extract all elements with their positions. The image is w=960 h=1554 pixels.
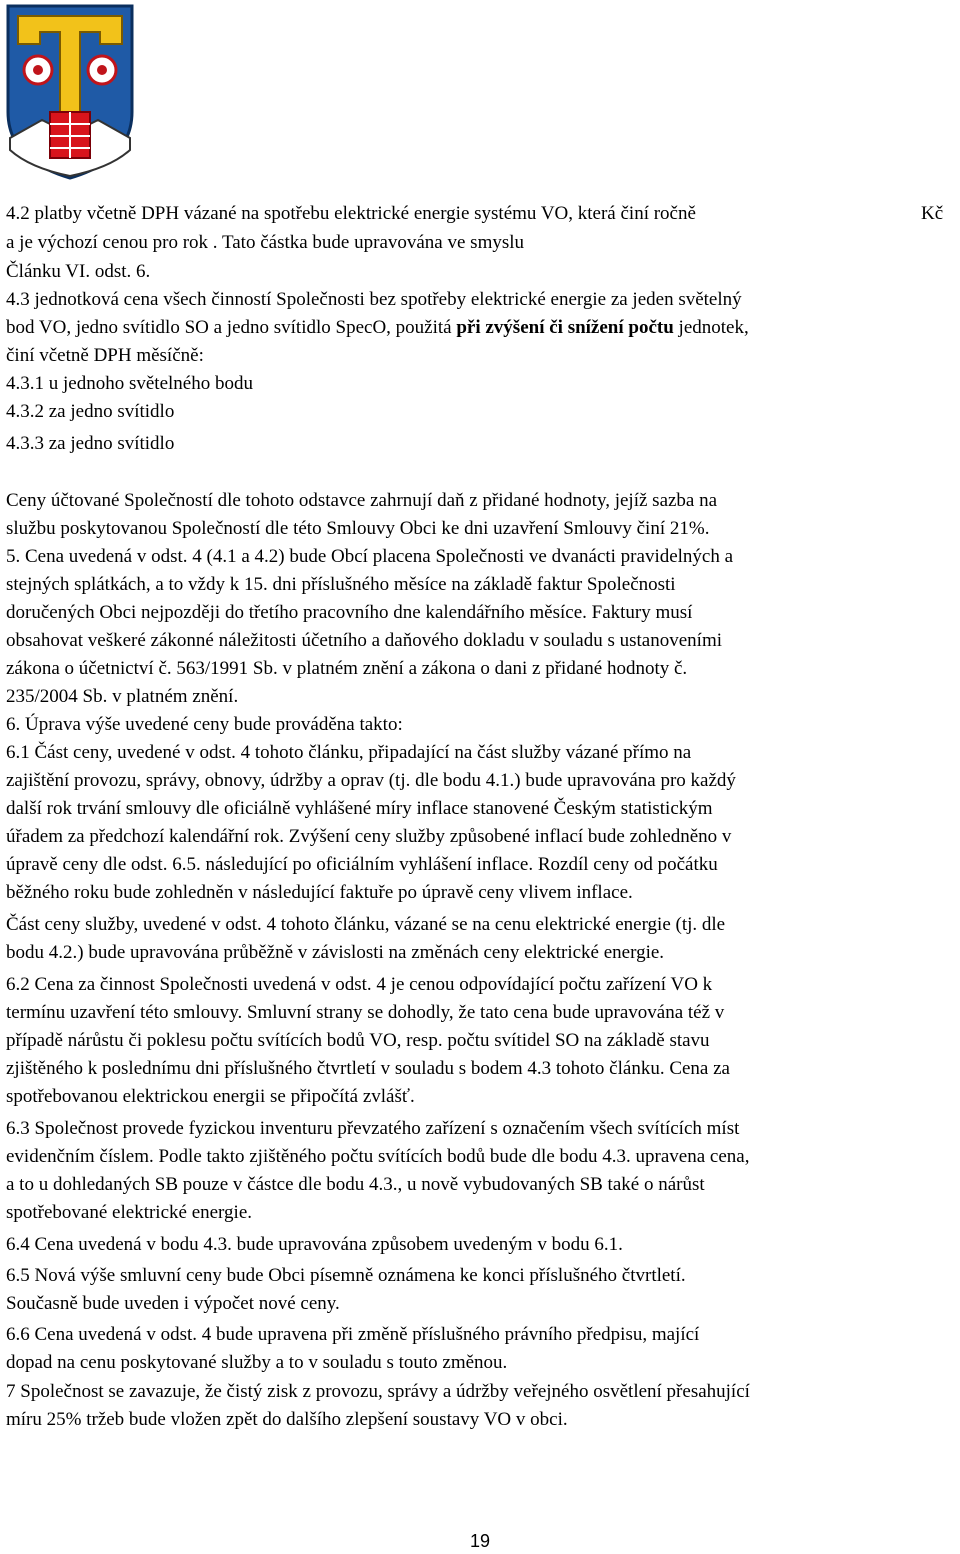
- doc-line: 6.2 Cena za činnost Společnosti uvedená v odst. 4 je cenou odpovídající počtu zařízení VO k: [6, 974, 713, 995]
- doc-line: 5. Cena uvedená v odst. 4 (4.1 a 4.2) bude Obcí placena Společnosti ve dvanácti pravidelných a: [6, 546, 734, 567]
- doc-line: míru 25% tržeb bude vložen zpět do dalšího zlepšení soustavy VO v obci.: [6, 1409, 568, 1430]
- doc-line: 235/2004 Sb. v platném znění.: [6, 686, 239, 707]
- doc-line: zajištění provozu, správy, obnovy, údržby a oprav (tj. dle bodu 4.1.) bude upravována pro každý: [6, 770, 736, 791]
- doc-line: 7 Společnost se zavazuje, že čistý zisk z provozu, správy a údržby veřejného osvětlení přesahující: [6, 1381, 750, 1402]
- doc-line: Současně bude uveden i výpočet nové ceny.: [6, 1293, 340, 1314]
- doc-line: 6.4 Cena uvedená v bodu 4.3. bude upravována způsobem uvedeným v bodu 6.1.: [6, 1234, 623, 1255]
- doc-line: 6.6 Cena uvedená v odst. 4 bude upravena při změně příslušného právního předpisu, mající: [6, 1324, 700, 1345]
- doc-line: další rok trvání smlouvy dle oficiálně vyhlášené míry inflace stanovené Českým statistickým: [6, 798, 713, 819]
- doc-line: 4.3.1 u jednoho světelného bodu: [6, 373, 253, 394]
- doc-line: evidenčním číslem. Podle takto zjištěného počtu svítících bodů bude dle bodu 4.3. upravena cena,: [6, 1146, 750, 1167]
- emphasis-text: při zvýšení či snížení počtu: [456, 317, 674, 338]
- doc-line: a je výchozí cenou pro rok . Tato částka bude upravována ve smyslu: [6, 232, 525, 253]
- doc-line: 4.3.2 za jedno svítidlo: [6, 401, 175, 422]
- doc-line: Ceny účtované Společností dle tohoto odstavce zahrnují daň z přidané hodnoty, jejíž sazba na: [6, 490, 718, 511]
- doc-line: zjištěného k poslednímu dni příslušného čtvrtletí v souladu s bodem 4.3 tohoto článku. Cena za: [6, 1058, 730, 1079]
- doc-line: 4.3.3 za jedno svítidlo: [6, 433, 175, 454]
- doc-line: doručených Obci nejpozději do třetího pracovního dne kalendářního měsíce. Faktury musí: [6, 602, 693, 623]
- municipal-coat-of-arms-icon: [0, 0, 140, 180]
- doc-line: bodu 4.2.) bude upravována průběžně v závislosti na změnách ceny elektrické energie.: [6, 942, 665, 963]
- doc-line: 6.1 Část ceny, uvedené v odst. 4 tohoto článku, připadající na část služby vázané přímo na: [6, 742, 692, 763]
- doc-line: spotřebovanou elektrickou energii se připočítá zvlášť.: [6, 1086, 415, 1107]
- doc-line: úpravě ceny dle odst. 6.5. následující po oficiálním vyhlášení inflace. Rozdíl ceny od počátku: [6, 854, 718, 875]
- doc-line: spotřebované elektrické energie.: [6, 1202, 253, 1223]
- doc-line: 6.3 Společnost provede fyzickou inventuru převzatého zařízení s označením všech svítících míst: [6, 1118, 740, 1139]
- doc-line: službu poskytovanou Společností dle této Smlouvy Obci ke dni uzavření Smlouvy činí 21%.: [6, 518, 710, 539]
- doc-line: obsahovat veškeré zákonné náležitosti účetního a daňového dokladu v souladu s ustanoveními: [6, 630, 723, 651]
- doc-line: 4.2 platby včetně DPH vázané na spotřebu elektrické energie systému VO, která činí ročně: [6, 203, 696, 224]
- currency-label: Kč: [921, 203, 944, 224]
- doc-line: bod VO, jedno svítidlo SO a jedno svítidlo SpecO, použitá při zvýšení či snížení počtu jednotek,: [6, 317, 749, 338]
- doc-line: dopad na cenu poskytované služby a to v souladu s touto změnou.: [6, 1352, 508, 1373]
- doc-line: a to u dohledaných SB pouze v částce dle bodu 4.3., u nově vybudovaných SB také o nárůst: [6, 1174, 705, 1195]
- doc-line: běžného roku bude zohledněn v následující faktuře po úpravě ceny vlivem inflace.: [6, 882, 633, 903]
- doc-line: 6.5 Nová výše smluvní ceny bude Obci písemně oznámena ke konci příslušného čtvrtletí.: [6, 1265, 686, 1286]
- doc-line: Část ceny služby, uvedené v odst. 4 tohoto článku, vázané se na cenu elektrické energie (tj. dle: [6, 914, 726, 935]
- doc-line: 4.3 jednotková cena všech činností Společnosti bez spotřeby elektrické energie za jeden světelný: [6, 289, 742, 310]
- doc-line: stejných splátkách, a to vždy k 15. dni příslušného měsíce na základě faktur Společnosti: [6, 574, 676, 595]
- doc-line: Článku VI. odst. 6.: [6, 261, 151, 282]
- doc-line: případě nárůstu či poklesu počtu svítících bodů VO, resp. počtu svítidel SO na základě stavu: [6, 1030, 710, 1051]
- doc-line: 6. Úprava výše uvedené ceny bude prováděna takto:: [6, 714, 403, 735]
- doc-line: zákona o účetnictví č. 563/1991 Sb. v platném znění a zákona o dani z přidané hodnoty č.: [6, 658, 688, 679]
- doc-line: úřadem za předchozí kalendářní rok. Zvýšení ceny služby způsobené inflací bude zohledněno v: [6, 826, 732, 847]
- page-number: 19: [469, 1531, 491, 1551]
- doc-line: termínu uzavření této smlouvy. Smluvní strany se dohodly, že tato cena bude upravována též v: [6, 1002, 725, 1023]
- doc-line: činí včetně DPH měsíčně:: [6, 345, 204, 366]
